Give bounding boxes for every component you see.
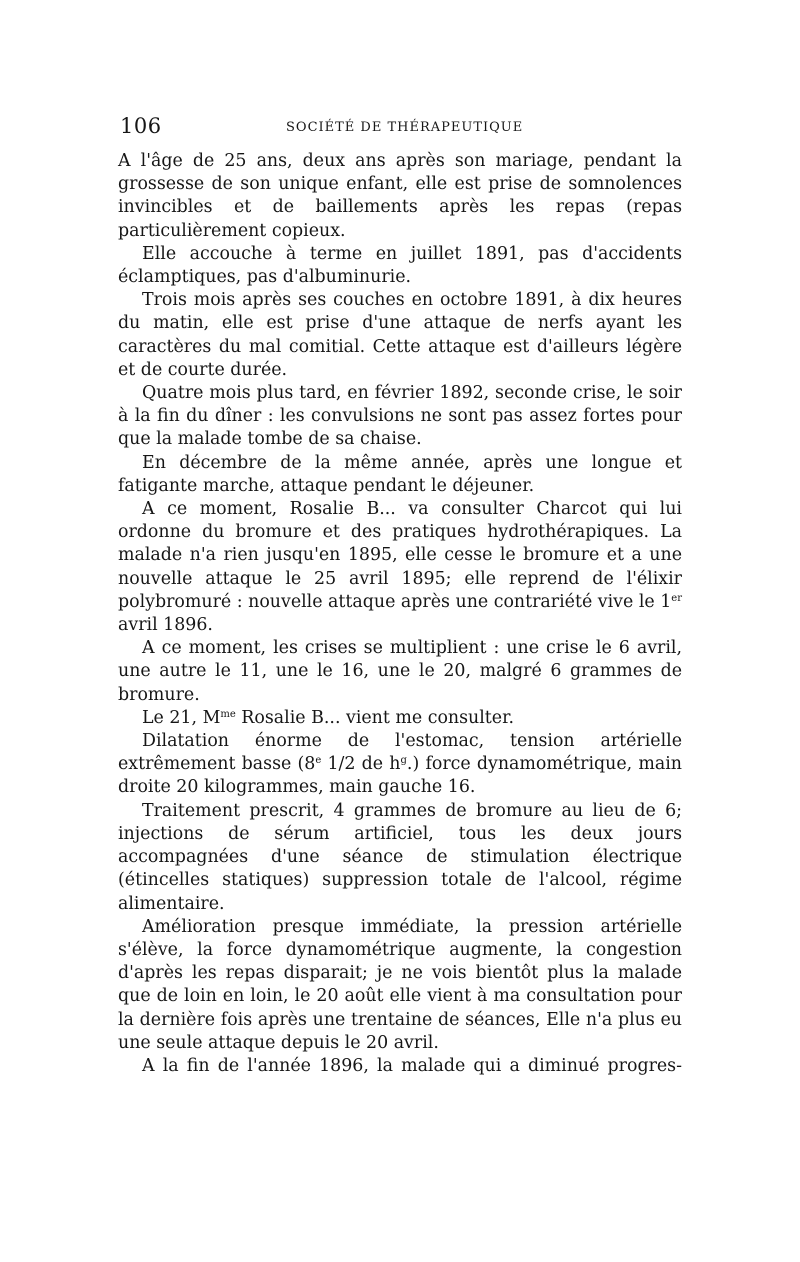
- paragraph-text: Dilatation énorme de l'estomac, tension artérielle extrêmement basse (8: [118, 731, 682, 775]
- paragraph: A la fin de l'année 1896, la malade qui a diminué progres-: [142, 1055, 682, 1076]
- page-header: [120, 114, 682, 144]
- paragraph-text: avril 1896.: [118, 615, 213, 636]
- paragraph: [118, 707, 682, 730]
- title-abbrev: M: [202, 707, 221, 728]
- page-number: 106: [120, 114, 162, 138]
- superscript: e: [315, 755, 322, 767]
- paragraph: Elle accouche à terme en juillet 1891, pas d'accidents éclamptiques, pas d'albuminurie.: [118, 243, 682, 288]
- paragraph: [118, 730, 682, 800]
- paragraph: Traitement prescrit, 4 grammes de bromure au lieu de 6; injections de sérum artificiel, tous les deux jours accompagnées d'une séance de stimulation électrique (étincelles statiques) suppression totale de l'alcool, régime alimentaire.: [118, 800, 682, 914]
- paragraph: Quatre mois plus tard, en février 1892, seconde crise, le soir à la fin du dîner : les convulsions ne sont pas assez fortes pour que la malade tombe de sa chaise.: [118, 383, 682, 450]
- paragraph-text: A ce moment, Rosalie B... va consulter Charcot qui lui ordonne du bromure et des pratiques hydrothérapiques. La malade n'a rien jusqu'en 1895, elle cesse le bromure et a une nouvelle attaque le 25 avril 1895; elle reprend de l'élixir polybromuré : nouvelle attaque après une contrariété vive le: [118, 499, 682, 612]
- paragraph: A ce moment, Rosalie B... va consulter Charcot qui lui ordonne du bromure et des pratiques hydrothérapiques. La malade n'a rien jusqu'en 1895, elle cesse le bromure et a une nouvelle attaque le 25 avril 1895; elle reprend de l'élixir polybromuré : nouvelle attaque après une contrariété vive le 1er avril 1896.: [118, 499, 682, 636]
- running-head: SOCIÉTÉ DE THÉRAPEUTIQUE: [286, 120, 524, 135]
- paragraph-text: Le 21,: [142, 707, 203, 728]
- superscript: g: [400, 755, 407, 767]
- paragraph: En décembre de la même année, après une longue et fatigante marche, attaque pendant le déjeuner.: [118, 452, 682, 496]
- paragraph: A ce moment, les crises se multiplient : une crise le 6 avril, une autre le 11, une le 16, une le 20, malgré 6 grammes de bromure.: [118, 638, 682, 705]
- paragraph: A l'âge de 25 ans, deux ans après son mariage, pendant la grossesse de son unique enfant, elle est prise de somnolences invincibles et de baillements après les repas (repas particulièrement copieux.: [118, 151, 682, 241]
- paragraph: Trois mois après ses couches en octobre 1891, à dix heures du matin, elle est prise d'une attaque de nerfs ayant les caractères du mal comitial. Cette attaque est d'ailleurs légère et de courte durée.: [118, 290, 682, 380]
- paragraph: Amélioration presque immédiate, la pression artérielle s'élève, la force dynamométrique augmente, la congestion d'après les repas disparait; je ne vois bientôt plus la malade que de loin en loin, le 20 août elle vient à ma consultation pour la dernière fois après une trentaine de séances, Elle n'a plus eu une seule attaque depuis le 20 avril.: [118, 916, 682, 1053]
- body-text: [118, 150, 682, 1078]
- superscript: me: [220, 708, 236, 720]
- superscript: er: [671, 592, 682, 604]
- paragraph-text: .) force dynamométrique, main droite 20 kilogrammes, main gauche 16.: [118, 754, 683, 798]
- paragraph-text: 1/2 de h: [321, 754, 401, 775]
- paragraph-text: Rosalie B... vient me consulter.: [235, 707, 515, 728]
